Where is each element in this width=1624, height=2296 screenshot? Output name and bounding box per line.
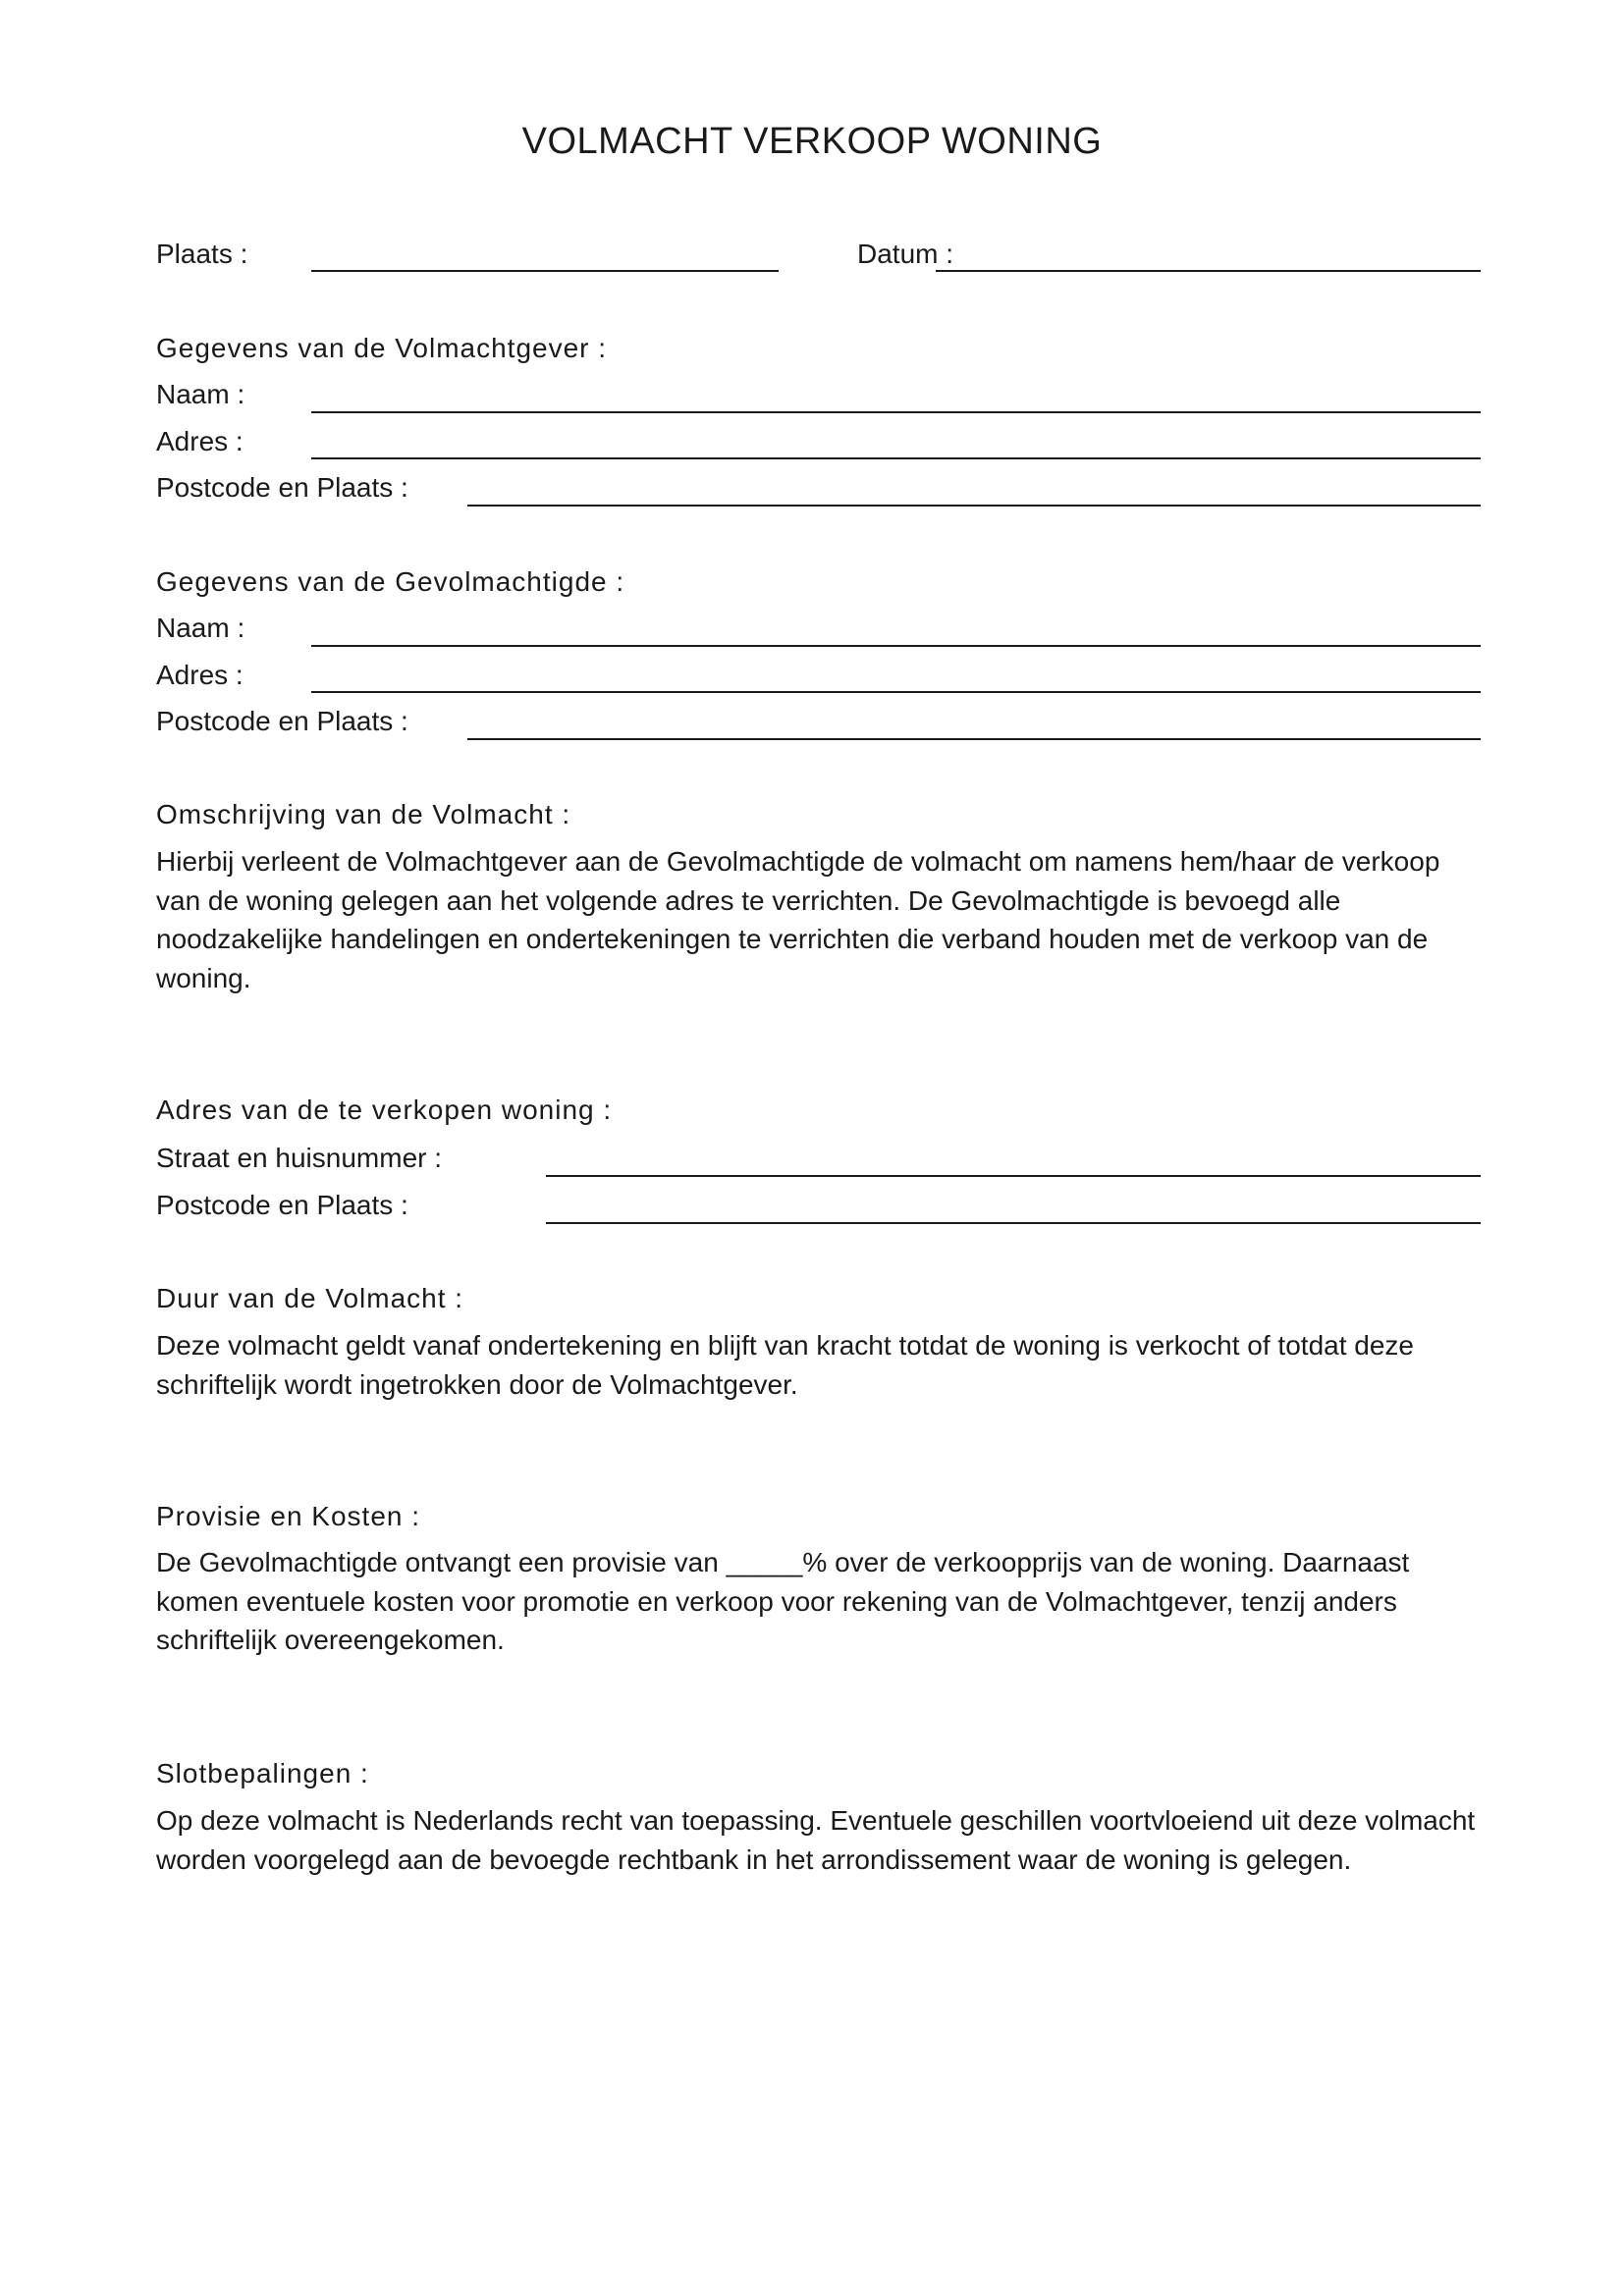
volmachtgever-postcode-line[interactable]: [467, 505, 1481, 507]
gevolmachtigde-adres-label: Adres :: [156, 660, 244, 690]
datum-label: Datum :: [857, 239, 954, 269]
duur-text: Deze volmacht geldt vanaf ondertekening en blijft van kracht totdat de woning is verkocht of totdat deze schriftelijk wordt ingetrokken door de Volmachtgever.: [156, 1330, 1414, 1400]
straat-huisnummer-line[interactable]: [546, 1175, 1481, 1177]
slotbepalingen-text: Op deze volmacht is Nederlands recht van toepassing. Eventuele geschillen voortvloeiend uit deze volmacht worden voorgelegd aan de bevoegde rechtbank in het arrondissement waar de woning is gelegen.: [156, 1805, 1476, 1875]
straat-huisnummer-label: Straat en huisnummer :: [156, 1143, 443, 1173]
volmachtgever-naam-label: Naam :: [156, 379, 245, 409]
provisie-text: De Gevolmachtigde ontvangt een provisie van _____% over de verkoopprijs van de woning. Daarnaast komen eventuele kosten voor promotie en verkoop voor rekening van de Volmachtgever, tenzij anders schriftelijk overeengekomen.: [156, 1547, 1410, 1655]
volmachtgever-adres-label: Adres :: [156, 426, 244, 456]
datum-field-line[interactable]: [936, 270, 1481, 272]
gevolmachtigde-postcode-line[interactable]: [467, 738, 1481, 740]
plaats-field-line[interactable]: [311, 270, 779, 272]
adres-woning-heading: Adres van de te verkopen woning :: [156, 1095, 613, 1125]
woning-postcode-label: Postcode en Plaats :: [156, 1190, 408, 1220]
omschrijving-heading: Omschrijving van de Volmacht :: [156, 799, 571, 829]
provisie-heading: Provisie en Kosten :: [156, 1501, 421, 1531]
slotbepalingen-heading: Slotbepalingen :: [156, 1758, 369, 1789]
omschrijving-text: Hierbij verleent de Volmachtgever aan de Gevolmachtigde de volmacht om namens hem/haar de verkoop van de woning gelegen aan het volgende adres te verrichten. De Gevolmachtigde is bevoegd alle noodzakelijke handelingen en ondertekeningen te verrichten die verband houden met de verkoop van de woning.: [156, 846, 1440, 993]
gevolmachtigde-adres-line[interactable]: [311, 691, 1481, 693]
volmachtgever-postcode-label: Postcode en Plaats :: [156, 472, 408, 503]
woning-postcode-line[interactable]: [546, 1222, 1481, 1224]
volmachtgever-naam-line[interactable]: [311, 411, 1481, 413]
duur-heading: Duur van de Volmacht :: [156, 1283, 464, 1313]
document-title: VOLMACHT VERKOOP WONING: [521, 121, 1103, 162]
plaats-label: Plaats :: [156, 239, 248, 269]
volmachtgever-heading: Gegevens van de Volmachtgever :: [156, 333, 608, 363]
volmachtgever-adres-line[interactable]: [311, 457, 1481, 459]
gevolmachtigde-naam-label: Naam :: [156, 613, 245, 643]
gevolmachtigde-postcode-label: Postcode en Plaats :: [156, 706, 408, 736]
gevolmachtigde-heading: Gegevens van de Gevolmachtigde :: [156, 566, 625, 597]
gevolmachtigde-naam-line[interactable]: [311, 645, 1481, 647]
